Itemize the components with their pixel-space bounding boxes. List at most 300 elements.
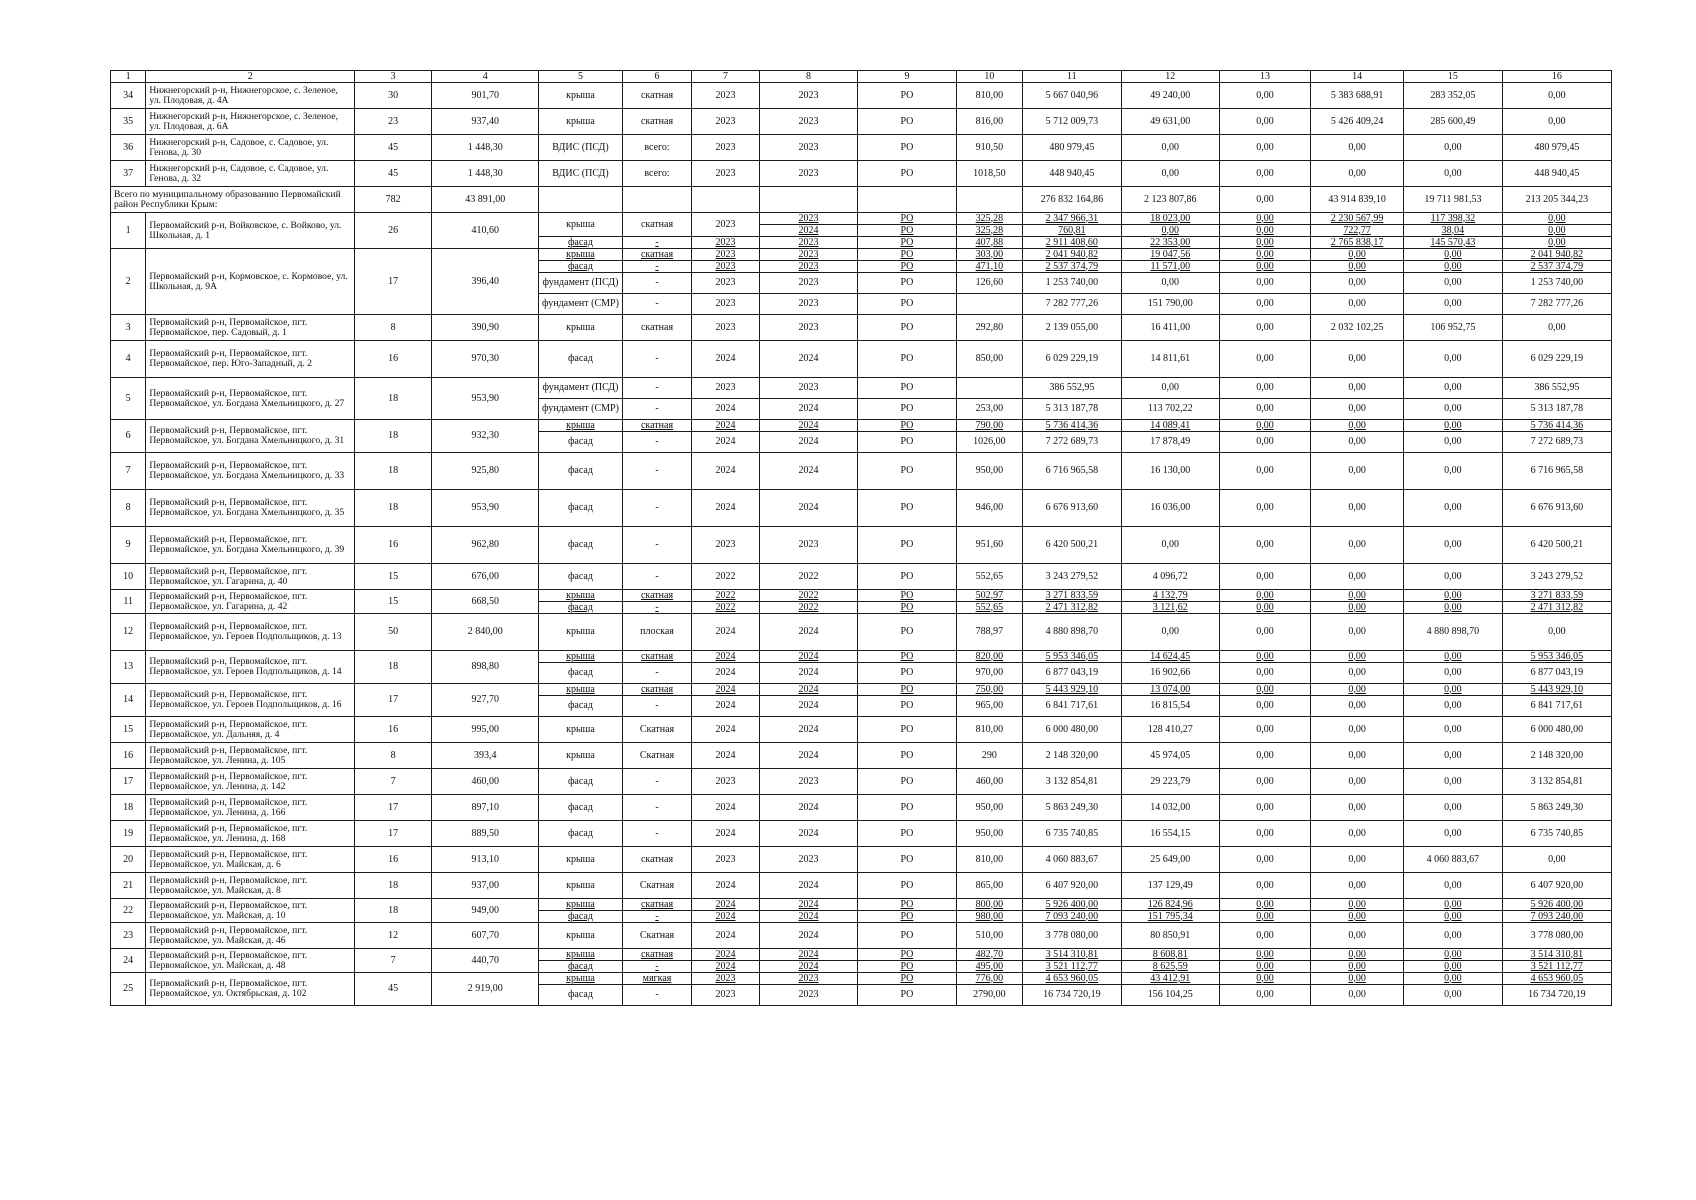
value-cell-c16: 0,00 [1502,237,1611,249]
value-cell-c8: 2024 [759,696,857,717]
value-cell-c7: 2023 [692,161,759,187]
value-cell-c14: 0,00 [1311,420,1404,432]
address-cell: Нижнегорский р-н, Садовое, с. Садовое, ул. Генова, д. 32 [146,161,355,187]
value-cell-c10: 850,00 [956,341,1022,378]
value-cell-c10: 810,00 [956,847,1022,873]
work-type-cell: крыша [539,213,623,237]
value-cell-c12: 11 571,00 [1121,261,1219,273]
value-cell-c14: 0,00 [1311,696,1404,717]
value-cell-c14: 0,00 [1311,651,1404,663]
value-cell-c14: 0,00 [1311,602,1404,614]
value-cell-c12: 16 130,00 [1121,453,1219,490]
value-cell-c9: РО [858,973,956,985]
value-cell-c16: 3 271 833,59 [1502,590,1611,602]
value-cell-c11: 4 880 898,70 [1023,614,1121,651]
value-cell-c7: 2023 [692,294,759,315]
value-cell-c7: 2024 [692,453,759,490]
value-cell-c16: 386 552,95 [1502,378,1611,399]
value-cell-c11: 6 420 500,21 [1023,527,1121,564]
row-number: 7 [111,453,146,490]
value-cell-c10 [956,378,1022,399]
value-cell-c10: 865,00 [956,873,1022,899]
value-cell-c14: 0,00 [1311,949,1404,961]
value-cell-c13: 0,00 [1220,684,1311,696]
value-cell-c7: 2024 [692,490,759,527]
value-cell-c16: 7 282 777,26 [1502,294,1611,315]
value-cell-c16: 6 735 740,85 [1502,821,1611,847]
value-cell-c5: фасад [539,696,623,717]
value-cell-c14: 0,00 [1311,821,1404,847]
value-cell-c10: 820,00 [956,651,1022,663]
row-number: 20 [111,847,146,873]
address-cell: Первомайский р-н, Первомайское, пгт. Первомайское, ул. Богдана Хмельницкого, д. 35 [146,490,355,527]
value-cell-c12: 49 631,00 [1121,109,1219,135]
row-number: 1 [111,213,146,249]
value-cell-c11: 3 243 279,52 [1023,564,1121,590]
row-number: 36 [111,135,146,161]
area-cell: 932,30 [432,420,539,453]
value-cell-c10: 790,00 [956,420,1022,432]
value-cell-c13: 0,00 [1220,961,1311,973]
table-row [111,161,1612,187]
value-cell-c6: - [622,453,692,490]
value-cell-c16: 6 877 043,19 [1502,663,1611,684]
value-cell-c10: 970,00 [956,663,1022,684]
value-cell-c12: 16 554,15 [1121,821,1219,847]
header-cell-11: 11 [1023,71,1121,83]
row-number: 21 [111,873,146,899]
value-cell-c8: 2023 [759,83,857,109]
value-cell-c15: 145 570,43 [1404,237,1502,249]
value-cell-c6: - [622,769,692,795]
value-cell-c10: 460,00 [956,769,1022,795]
address-cell: Первомайский р-н, Первомайское, пгт. Первомайское, ул. Ленина, д. 166 [146,795,355,821]
row-number: 11 [111,590,146,614]
value-cell-c11: 480 979,45 [1023,135,1121,161]
table-row [111,795,1612,821]
value-cell-c14: 5 383 688,91 [1311,83,1404,109]
value-cell-c10: 303,00 [956,249,1022,261]
value-cell-c5: крыша [539,743,623,769]
value-cell-c12: 151 795,34 [1121,911,1219,923]
value-cell-c14: 0,00 [1311,249,1404,261]
value-cell-c6: - [622,273,692,294]
header-cell-5: 5 [539,71,623,83]
value-cell-c9: РО [858,294,956,315]
value-cell-c11: 5 712 009,73 [1023,109,1121,135]
value-cell-c14: 0,00 [1311,453,1404,490]
value-cell-c16: 3 778 080,00 [1502,923,1611,949]
value-cell-c6: - [622,237,692,249]
area-cell: 953,90 [432,490,539,527]
value-cell-c7: 2024 [692,949,759,961]
value-cell-c16: 3 514 310,81 [1502,949,1611,961]
value-cell-c5: крыша [539,923,623,949]
value-cell-c15: 0,00 [1404,821,1502,847]
value-cell-c9: РО [858,651,956,663]
apartments-cell: 50 [355,614,432,651]
value-cell-c5: крыша [539,420,623,432]
value-cell-c16: 6 407 920,00 [1502,873,1611,899]
value-cell-c13: 0,00 [1220,821,1311,847]
value-cell-c15: 0,00 [1404,717,1502,743]
value-cell-c9: РО [858,564,956,590]
area-cell: 937,40 [432,109,539,135]
value-cell-c5: фасад [539,961,623,973]
value-cell-c10: 325,28 [956,225,1022,237]
blank-cell [759,187,857,213]
value-cell-c16: 6 841 717,61 [1502,696,1611,717]
value-cell-c8: 2023 [759,135,857,161]
value-cell-c6: - [622,399,692,420]
header-cell-16: 16 [1502,71,1611,83]
value-cell-c6: - [622,821,692,847]
value-cell-c9: РО [858,961,956,973]
value-cell-c7: 2022 [692,602,759,614]
value-cell-c5: крыша [539,899,623,911]
value-cell-c10: 290 [956,743,1022,769]
value-cell-c11: 5 667 040,96 [1023,83,1121,109]
value-cell-c5: крыша [539,847,623,873]
value-cell-c12: 16 815,54 [1121,696,1219,717]
value-cell-c16: 0,00 [1502,315,1611,341]
value-cell-c16: 5 863 249,30 [1502,795,1611,821]
total-area: 43 891,00 [432,187,539,213]
row-number: 6 [111,420,146,453]
address-cell: Первомайский р-н, Войковское, с. Войково, ул. Школьная, д. 1 [146,213,355,249]
value-cell-c7: 2023 [692,83,759,109]
value-cell-c14: 0,00 [1311,614,1404,651]
table-row [111,453,1612,490]
value-cell-c6: скатная [622,899,692,911]
row-number: 14 [111,684,146,717]
value-cell-c12: 126 824,96 [1121,899,1219,911]
value-cell-c11: 2 148 320,00 [1023,743,1121,769]
value-cell-c14: 0,00 [1311,432,1404,453]
value-cell-c8: 2024 [759,911,857,923]
value-cell-c16: 2 537 374,79 [1502,261,1611,273]
total-label: Всего по муниципальному образованию Первомайский район Республики Крым: [111,187,355,213]
value-cell-c16: 2 148 320,00 [1502,743,1611,769]
address-cell: Первомайский р-н, Первомайское, пгт. Первомайское, ул. Гагарина, д. 40 [146,564,355,590]
value-cell-c13: 0,00 [1220,420,1311,432]
row-number: 4 [111,341,146,378]
value-cell-c15: 0,00 [1404,590,1502,602]
value-cell-c8: 2024 [759,949,857,961]
value-cell-c12: 128 410,27 [1121,717,1219,743]
value-cell-c10: 816,00 [956,109,1022,135]
address-cell: Первомайский р-н, Первомайское, пгт. Первомайское, ул. Майская, д. 6 [146,847,355,873]
value-cell-c13: 0,00 [1220,985,1311,1006]
apartments-cell: 18 [355,378,432,420]
apartments-cell: 45 [355,135,432,161]
value-cell-c9: РО [858,432,956,453]
value-cell-c8: 2024 [759,399,857,420]
value-cell-c12: 19 047,56 [1121,249,1219,261]
table-row [111,949,1612,961]
table-row [111,83,1612,109]
address-cell: Первомайский р-н, Первомайское, пгт. Первомайское, ул. Майская, д. 10 [146,899,355,923]
table-row [111,315,1612,341]
value-cell-c5: фасад [539,821,623,847]
value-cell-c7: 2023 [692,378,759,399]
value-cell-c11: 5 313 187,78 [1023,399,1121,420]
value-cell-c8: 2023 [759,109,857,135]
address-cell: Первомайский р-н, Первомайское, пгт. Первомайское, ул. Героев Подпольщиков, д. 16 [146,684,355,717]
value-cell-c14: 0,00 [1311,261,1404,273]
value-cell-c11: 3 521 112,77 [1023,961,1121,973]
value-cell-c11: 3 271 833,59 [1023,590,1121,602]
area-cell: 898,80 [432,651,539,684]
value-cell-c11: 6 841 717,61 [1023,696,1121,717]
value-cell-c9: РО [858,225,956,237]
address-cell: Первомайский р-н, Первомайское, пгт. Первомайское, ул. Гагарина, д. 42 [146,590,355,614]
value-cell-c10: 1026,00 [956,432,1022,453]
value-cell-c15: 0,00 [1404,161,1502,187]
address-cell: Первомайский р-н, Первомайское, пгт. Первомайское, ул. Героев Подпольщиков, д. 14 [146,651,355,684]
column-number-header [111,71,1612,83]
value-cell-c13: 0,00 [1220,769,1311,795]
value-cell-c8: 2024 [759,873,857,899]
value-cell-c11: 5 953 346,05 [1023,651,1121,663]
value-cell-c16: 6 420 500,21 [1502,527,1611,564]
address-cell: Первомайский р-н, Первомайское, пгт. Первомайское, ул. Богдана Хмельницкого, д. 33 [146,453,355,490]
value-cell-c5: крыша [539,651,623,663]
area-cell: 676,00 [432,564,539,590]
row-number: 37 [111,161,146,187]
value-cell-c12: 16 902,66 [1121,663,1219,684]
value-cell-c7: 2024 [692,911,759,923]
value-cell-c14: 0,00 [1311,294,1404,315]
value-cell-c11: 5 443 929,10 [1023,684,1121,696]
address-cell: Первомайский р-н, Первомайское, пгт. Первомайское, ул. Ленина, д. 168 [146,821,355,847]
value-cell-c13: 0,00 [1220,225,1311,237]
row-number: 3 [111,315,146,341]
table-row [111,527,1612,564]
apartments-cell: 7 [355,949,432,973]
value-cell-c16: 16 734 720,19 [1502,985,1611,1006]
value-cell-c16: 5 443 929,10 [1502,684,1611,696]
value-cell-c15: 0,00 [1404,684,1502,696]
apartments-cell: 16 [355,847,432,873]
value-cell-c9: РО [858,795,956,821]
row-number: 5 [111,378,146,420]
value-cell-c9: РО [858,315,956,341]
value-cell-c9: РО [858,614,956,651]
value-cell-c16: 5 313 187,78 [1502,399,1611,420]
value-cell-c5: крыша [539,249,623,261]
table-row [111,614,1612,651]
value-cell-c14: 0,00 [1311,847,1404,873]
value-cell-c8: 2024 [759,821,857,847]
value-cell-c7: 2022 [692,590,759,602]
value-cell-c11: 7 282 777,26 [1023,294,1121,315]
value-cell-c15: 0,00 [1404,973,1502,985]
value-cell-c8: 2023 [759,973,857,985]
value-cell-c14: 0,00 [1311,161,1404,187]
value-cell-c7: 2023 [692,847,759,873]
value-cell-c13: 0,00 [1220,453,1311,490]
value-cell-c11: 16 734 720,19 [1023,985,1121,1006]
value-cell-c10: 502,97 [956,590,1022,602]
value-cell-c14: 0,00 [1311,873,1404,899]
value-cell-c5: фасад [539,527,623,564]
value-cell-c5: фасад [539,261,623,273]
value-cell-c11: 6 735 740,85 [1023,821,1121,847]
value-cell-c14: 0,00 [1311,564,1404,590]
value-cell-c13: 0,00 [1220,663,1311,684]
total-c14: 43 914 839,10 [1311,187,1404,213]
value-cell-c16: 6 000 480,00 [1502,717,1611,743]
value-cell-c13: 0,00 [1220,795,1311,821]
value-cell-c6: скатная [622,847,692,873]
table-row [111,821,1612,847]
value-cell-c9: РО [858,899,956,911]
value-cell-c14: 0,00 [1311,795,1404,821]
value-cell-c6: Скатная [622,743,692,769]
table-row [111,743,1612,769]
area-cell: 925,80 [432,453,539,490]
value-cell-c7: 2023 [692,985,759,1006]
value-cell-c13: 0,00 [1220,527,1311,564]
apartments-cell: 18 [355,453,432,490]
value-cell-c15: 0,00 [1404,249,1502,261]
table-row [111,109,1612,135]
apartments-cell: 18 [355,873,432,899]
value-cell-c6: - [622,911,692,923]
value-cell-c11: 386 552,95 [1023,378,1121,399]
value-cell-c12: 0,00 [1121,614,1219,651]
value-cell-c10: 510,00 [956,923,1022,949]
value-cell-c15: 38,04 [1404,225,1502,237]
value-cell-c12: 14 089,41 [1121,420,1219,432]
value-cell-c8: 2022 [759,564,857,590]
area-cell: 460,00 [432,769,539,795]
row-number: 24 [111,949,146,973]
header-cell-12: 12 [1121,71,1219,83]
value-cell-c16: 3 132 854,81 [1502,769,1611,795]
value-cell-c14: 0,00 [1311,743,1404,769]
value-cell-c13: 0,00 [1220,590,1311,602]
value-cell-c15: 0,00 [1404,873,1502,899]
value-cell-c6: всего: [622,135,692,161]
value-cell-c8: 2024 [759,432,857,453]
area-cell: 889,50 [432,821,539,847]
address-cell: Нижнегорский р-н, Нижнегорское, с. Зеленое, ул. Плодовая, д. 6А [146,109,355,135]
value-cell-c14: 0,00 [1311,923,1404,949]
value-cell-c9: РО [858,213,956,225]
value-cell-c13: 0,00 [1220,743,1311,769]
area-cell: 607,70 [432,923,539,949]
value-cell-c10: 946,00 [956,490,1022,527]
value-cell-c12: 18 023,00 [1121,213,1219,225]
value-cell-c11: 6 676 913,60 [1023,490,1121,527]
area-cell: 913,10 [432,847,539,873]
table-row [111,717,1612,743]
value-cell-c10: 910,50 [956,135,1022,161]
roof-type-cell: скатная [622,213,692,237]
address-cell: Первомайский р-н, Первомайское, пгт. Первомайское, ул. Майская, д. 46 [146,923,355,949]
value-cell-c9: РО [858,663,956,684]
value-cell-c11: 6 029 229,19 [1023,341,1121,378]
value-cell-c7: 2023 [692,135,759,161]
value-cell-c15: 117 398,32 [1404,213,1502,225]
address-cell: Первомайский р-н, Первомайское, пгт. Первомайское, ул. Героев Подпольщиков, д. 13 [146,614,355,651]
value-cell-c12: 156 104,25 [1121,985,1219,1006]
value-cell-c9: РО [858,249,956,261]
value-cell-c8: 2022 [759,602,857,614]
value-cell-c8: 2024 [759,961,857,973]
area-cell: 937,00 [432,873,539,899]
apartments-cell: 18 [355,420,432,453]
table-row [111,769,1612,795]
value-cell-c15: 285 600,49 [1404,109,1502,135]
value-cell-c8: 2023 [759,261,857,273]
value-cell-c13: 0,00 [1220,294,1311,315]
value-cell-c13: 0,00 [1220,911,1311,923]
value-cell-c14: 0,00 [1311,590,1404,602]
header-cell-9: 9 [858,71,956,83]
value-cell-c10: 325,28 [956,213,1022,225]
value-cell-c5: фундамент (ПСД) [539,378,623,399]
area-cell: 897,10 [432,795,539,821]
value-cell-c5: крыша [539,315,623,341]
header-cell-7: 7 [692,71,759,83]
value-cell-c14: 0,00 [1311,490,1404,527]
value-cell-c6: - [622,564,692,590]
value-cell-c16: 6 716 965,58 [1502,453,1611,490]
value-cell-c6: скатная [622,651,692,663]
value-cell-c12: 8 608,81 [1121,949,1219,961]
value-cell-c12: 14 624,45 [1121,651,1219,663]
table-row [111,590,1612,602]
value-cell-c14: 0,00 [1311,663,1404,684]
apartments-cell: 15 [355,564,432,590]
area-cell: 970,30 [432,341,539,378]
value-cell-c12: 0,00 [1121,161,1219,187]
value-cell-c13: 0,00 [1220,651,1311,663]
header-cell-2: 2 [146,71,355,83]
value-cell-c8: 2024 [759,453,857,490]
value-cell-c11: 2 347 966,31 [1023,213,1121,225]
value-cell-c9: РО [858,378,956,399]
apartments-cell: 8 [355,315,432,341]
row-number: 9 [111,527,146,564]
value-cell-c16: 0,00 [1502,83,1611,109]
value-cell-c10: 471,10 [956,261,1022,273]
value-cell-c14: 0,00 [1311,341,1404,378]
apartments-cell: 45 [355,973,432,1006]
area-cell: 953,90 [432,378,539,420]
header-cell-1: 1 [111,71,146,83]
year-cell: 2023 [692,213,759,237]
value-cell-c13: 0,00 [1220,249,1311,261]
value-cell-c8: 2023 [759,847,857,873]
address-cell: Нижнегорский р-н, Садовое, с. Садовое, ул. Генова, д. 30 [146,135,355,161]
value-cell-c16: 480 979,45 [1502,135,1611,161]
value-cell-c12: 43 412,91 [1121,973,1219,985]
value-cell-c16: 1 253 740,00 [1502,273,1611,294]
area-cell: 962,80 [432,527,539,564]
value-cell-c7: 2023 [692,315,759,341]
value-cell-c11: 7 272 689,73 [1023,432,1121,453]
value-cell-c16: 7 093 240,00 [1502,911,1611,923]
value-cell-c10: 776,00 [956,973,1022,985]
value-cell-c9: РО [858,527,956,564]
value-cell-c12: 0,00 [1121,225,1219,237]
area-cell: 410,60 [432,213,539,249]
area-cell: 2 840,00 [432,614,539,651]
